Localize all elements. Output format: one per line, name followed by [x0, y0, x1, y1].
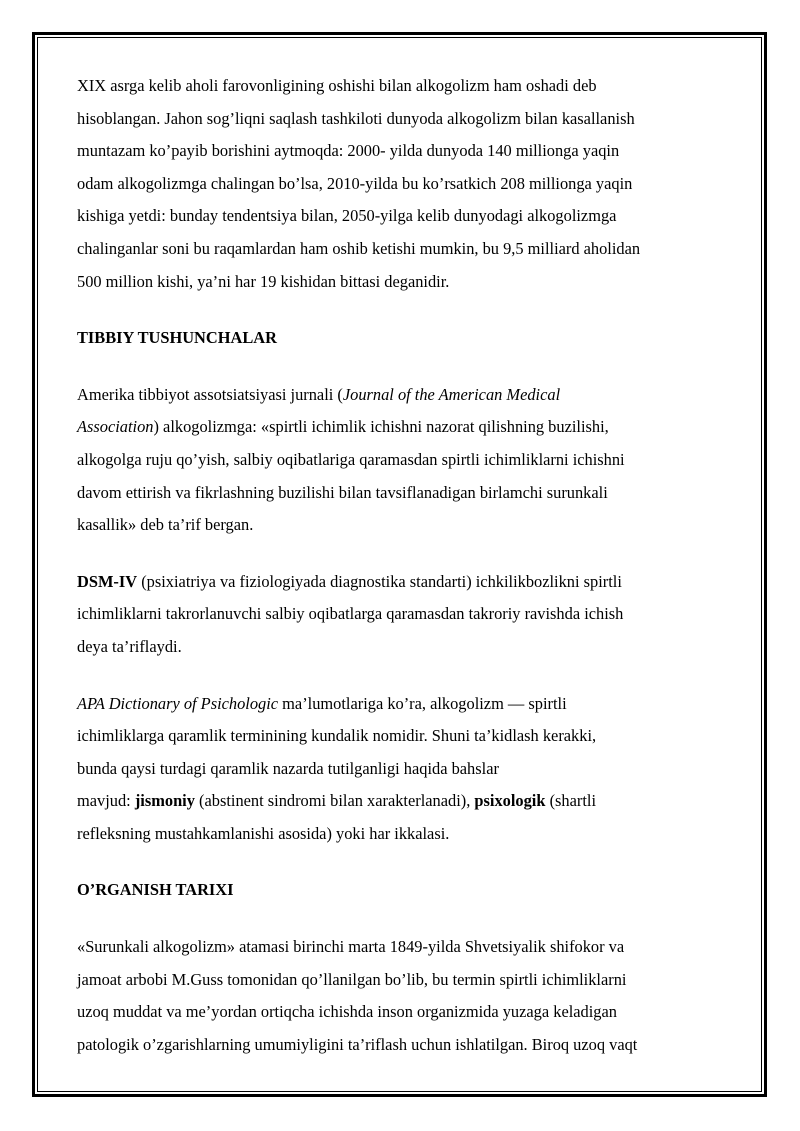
text-line: ichimliklarga qaramlik terminining kundalik nomidir. Shuni ta’kidlash kerakki, [77, 726, 597, 746]
text-line: alkogolga ruju qo’yish, salbiy oqibatlariga qaramasdan spirtli ichimliklarni ichishni [77, 449, 625, 469]
section-heading-history: O’RGANISH TARIXI [77, 880, 234, 900]
term-physical: jismoniy [134, 791, 195, 811]
text-line: deya ta’riflaydi. [77, 636, 182, 656]
text-line [77, 566, 727, 599]
paragraph-intro [77, 70, 727, 298]
text-line [77, 688, 727, 721]
text-line: XIX asrga kelib aholi farovonligining oshishi bilan alkogolizm ham oshadi deb [77, 76, 597, 95]
text-line [77, 785, 727, 818]
journal-title: Journal of the American Medical [342, 384, 561, 404]
text-line [77, 379, 727, 412]
text-line: davom ettirish va fikrlashning buzilishi bilan tavsiflanadigan birlamchi surunkali [77, 482, 608, 502]
text-run: ) alkogolizmga: «spirtli ichimlik ichishni nazorat qilishning buzilishi, [153, 417, 609, 437]
text-run: Amerika tibbiyot assotsiatsiyasi jurnali ( [77, 384, 343, 404]
text-line: kishiga yetdi: bunday tendentsiya bilan, 2050-yilga kelib dunyodagi alkogolizmga [77, 206, 617, 226]
text-line: muntazam ko’payib borishini aytmoqda: 2000- yilda dunyoda 140 millionga yaqin [77, 141, 620, 161]
journal-title-cont: Association [77, 417, 154, 437]
text-line: odam alkogolizmga chalingan bo’lsa, 2010-yilda bu ko’rsatkich 208 millionga yaqin [77, 173, 633, 193]
dsm-term: DSM-IV [77, 571, 138, 591]
apa-title: APA Dictionary of Psichologic [77, 693, 279, 713]
text-run: (abstinent sindromi bilan xarakterlanadi), [194, 791, 475, 811]
text-run: ma’lumotlariga ko’ra, alkogolizm — spirtli [278, 693, 567, 713]
text-line: «Surunkali alkogolizm» atamasi birinchi marta 1849-yilda Shvetsiyalik shifokor va [77, 937, 625, 957]
text-line: kasallik» deb ta’rif bergan. [77, 515, 254, 535]
text-line: refleksning mustahkamlanishi asosida) yoki har ikkalasi. [77, 823, 450, 843]
text-line: patologik o’zgarishlarning umumiyligini ta’riflash uchun ishlatilgan. Biroq uzoq vaqt [77, 1034, 638, 1054]
section-heading-medical: TIBBIY TUSHUNCHALAR [77, 328, 277, 348]
text-line: jamoat arbobi M.Guss tomonidan qo’llanilgan bo’lib, bu termin spirtli ichimliklarni [77, 969, 627, 989]
text-line: chalinganlar soni bu raqamlardan ham oshib ketishi mumkin, bu 9,5 milliard aholidan [77, 238, 641, 258]
paragraph-jama [77, 379, 727, 542]
text-run: (shartli [545, 791, 596, 811]
term-psychological: psixologik [474, 791, 546, 811]
document-body [77, 70, 727, 1061]
paragraph-history [77, 931, 727, 1061]
text-line: uzoq muddat va me’yordan ortiqcha ichishda inson organizmida yuzaga keladigan [77, 1002, 617, 1022]
text-line [77, 411, 727, 444]
text-run: (psixiatriya va fiziologiyada diagnostika standarti) ichkilikbozlikni spirtli [137, 571, 622, 591]
text-line: bunda qaysi turdagi qaramlik nazarda tutilganligi haqida bahslar [77, 758, 499, 778]
paragraph-dsm [77, 566, 727, 664]
text-run: mavjud: [77, 791, 135, 811]
paragraph-apa [77, 688, 727, 851]
text-line: ichimliklarni takrorlanuvchi salbiy oqibatlarga qaramasdan takroriy ravishda ichish [77, 604, 624, 624]
text-line: hisoblangan. Jahon sog’liqni saqlash tashkiloti dunyoda alkogolizm bilan kasallanish [77, 108, 635, 128]
text-line: 500 million kishi, ya’ni har 19 kishidan bittasi deganidir. [77, 271, 450, 291]
